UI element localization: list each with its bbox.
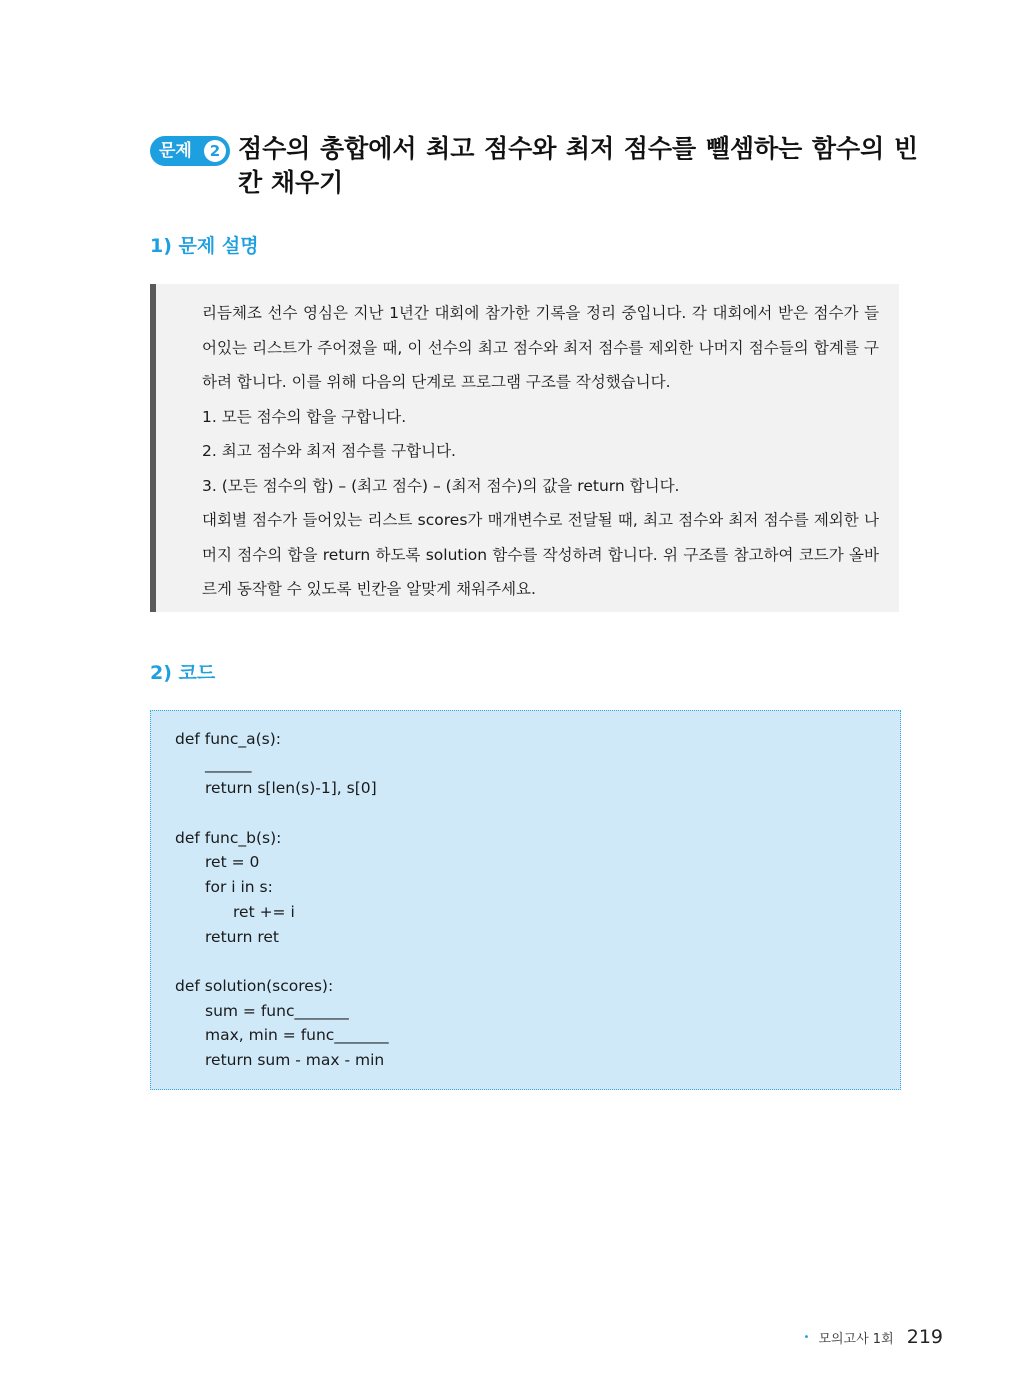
footer-label: 모의고사 1회: [818, 1331, 894, 1347]
problem-badge-label: 문제: [159, 141, 192, 161]
code-line: ret += i: [233, 902, 295, 921]
description-paragraph: 리듬체조 선수 영심은 지난 1년간 대회에 참가한 기록을 정리 중입니다. 각 대회에서 받은 점수가 들어있는 리스트가 주어졌을 때, 이 선수의 최고 점수와 최저 점수를 제외한 나머지 점수들의 합계를 구하려 합니다. 이를 위해 다음의 단계로 프로그램 구조를 작성했습니다.: [202, 304, 879, 391]
code-line: max, min = func_______: [205, 1026, 389, 1045]
footer-bullet-icon: •: [803, 1331, 810, 1343]
section-heading-description: 1) 문제 설명: [150, 235, 259, 257]
description-box: [150, 284, 899, 612]
section-heading-code: 2) 코드: [150, 662, 216, 684]
code-line: return s[len(s)-1], s[0]: [205, 779, 377, 798]
problem-badge: [150, 136, 230, 166]
description-step: 3. (모든 점수의 합) – (최고 점수) – (최저 점수)의 값을 return 합니다.: [202, 476, 680, 495]
problem-title: 점수의 총합에서 최고 점수와 최저 점수를 뺄셈하는 함수의 빈칸 채우기: [238, 134, 918, 197]
page-number: 219: [906, 1326, 943, 1348]
code-box: [150, 710, 901, 1090]
code-line: return sum - max - min: [205, 1050, 385, 1069]
code-line: ret = 0: [205, 853, 260, 872]
code-line: for i in s:: [205, 878, 273, 897]
code-line: def func_b(s):: [175, 828, 282, 847]
code-line: ______: [205, 754, 252, 773]
code-line: [175, 949, 900, 974]
description-paragraph: 대회별 점수가 들어있는 리스트 scores가 매개변수로 전달될 때, 최고 점수와 최저 점수를 제외한 나머지 점수의 합을 return 하도록 solution 함수를 작성하려 합니다. 위 구조를 참고하여 코드가 올바르게 동작할 수 있도록 빈칸을 알맞게 채워주세요.: [202, 511, 879, 598]
code-line: def solution(scores):: [175, 976, 334, 995]
problem-badge-number: 2: [204, 140, 226, 162]
code-line: [175, 801, 900, 826]
page-footer: [803, 1326, 943, 1348]
code-line: def func_a(s):: [175, 730, 282, 748]
description-step: 2. 최고 점수와 최저 점수를 구합니다.: [202, 442, 456, 460]
code-line: return ret: [205, 927, 279, 946]
code-line: sum = func_______: [205, 1001, 349, 1020]
description-step: 1. 모든 점수의 합을 구합니다.: [202, 407, 407, 426]
